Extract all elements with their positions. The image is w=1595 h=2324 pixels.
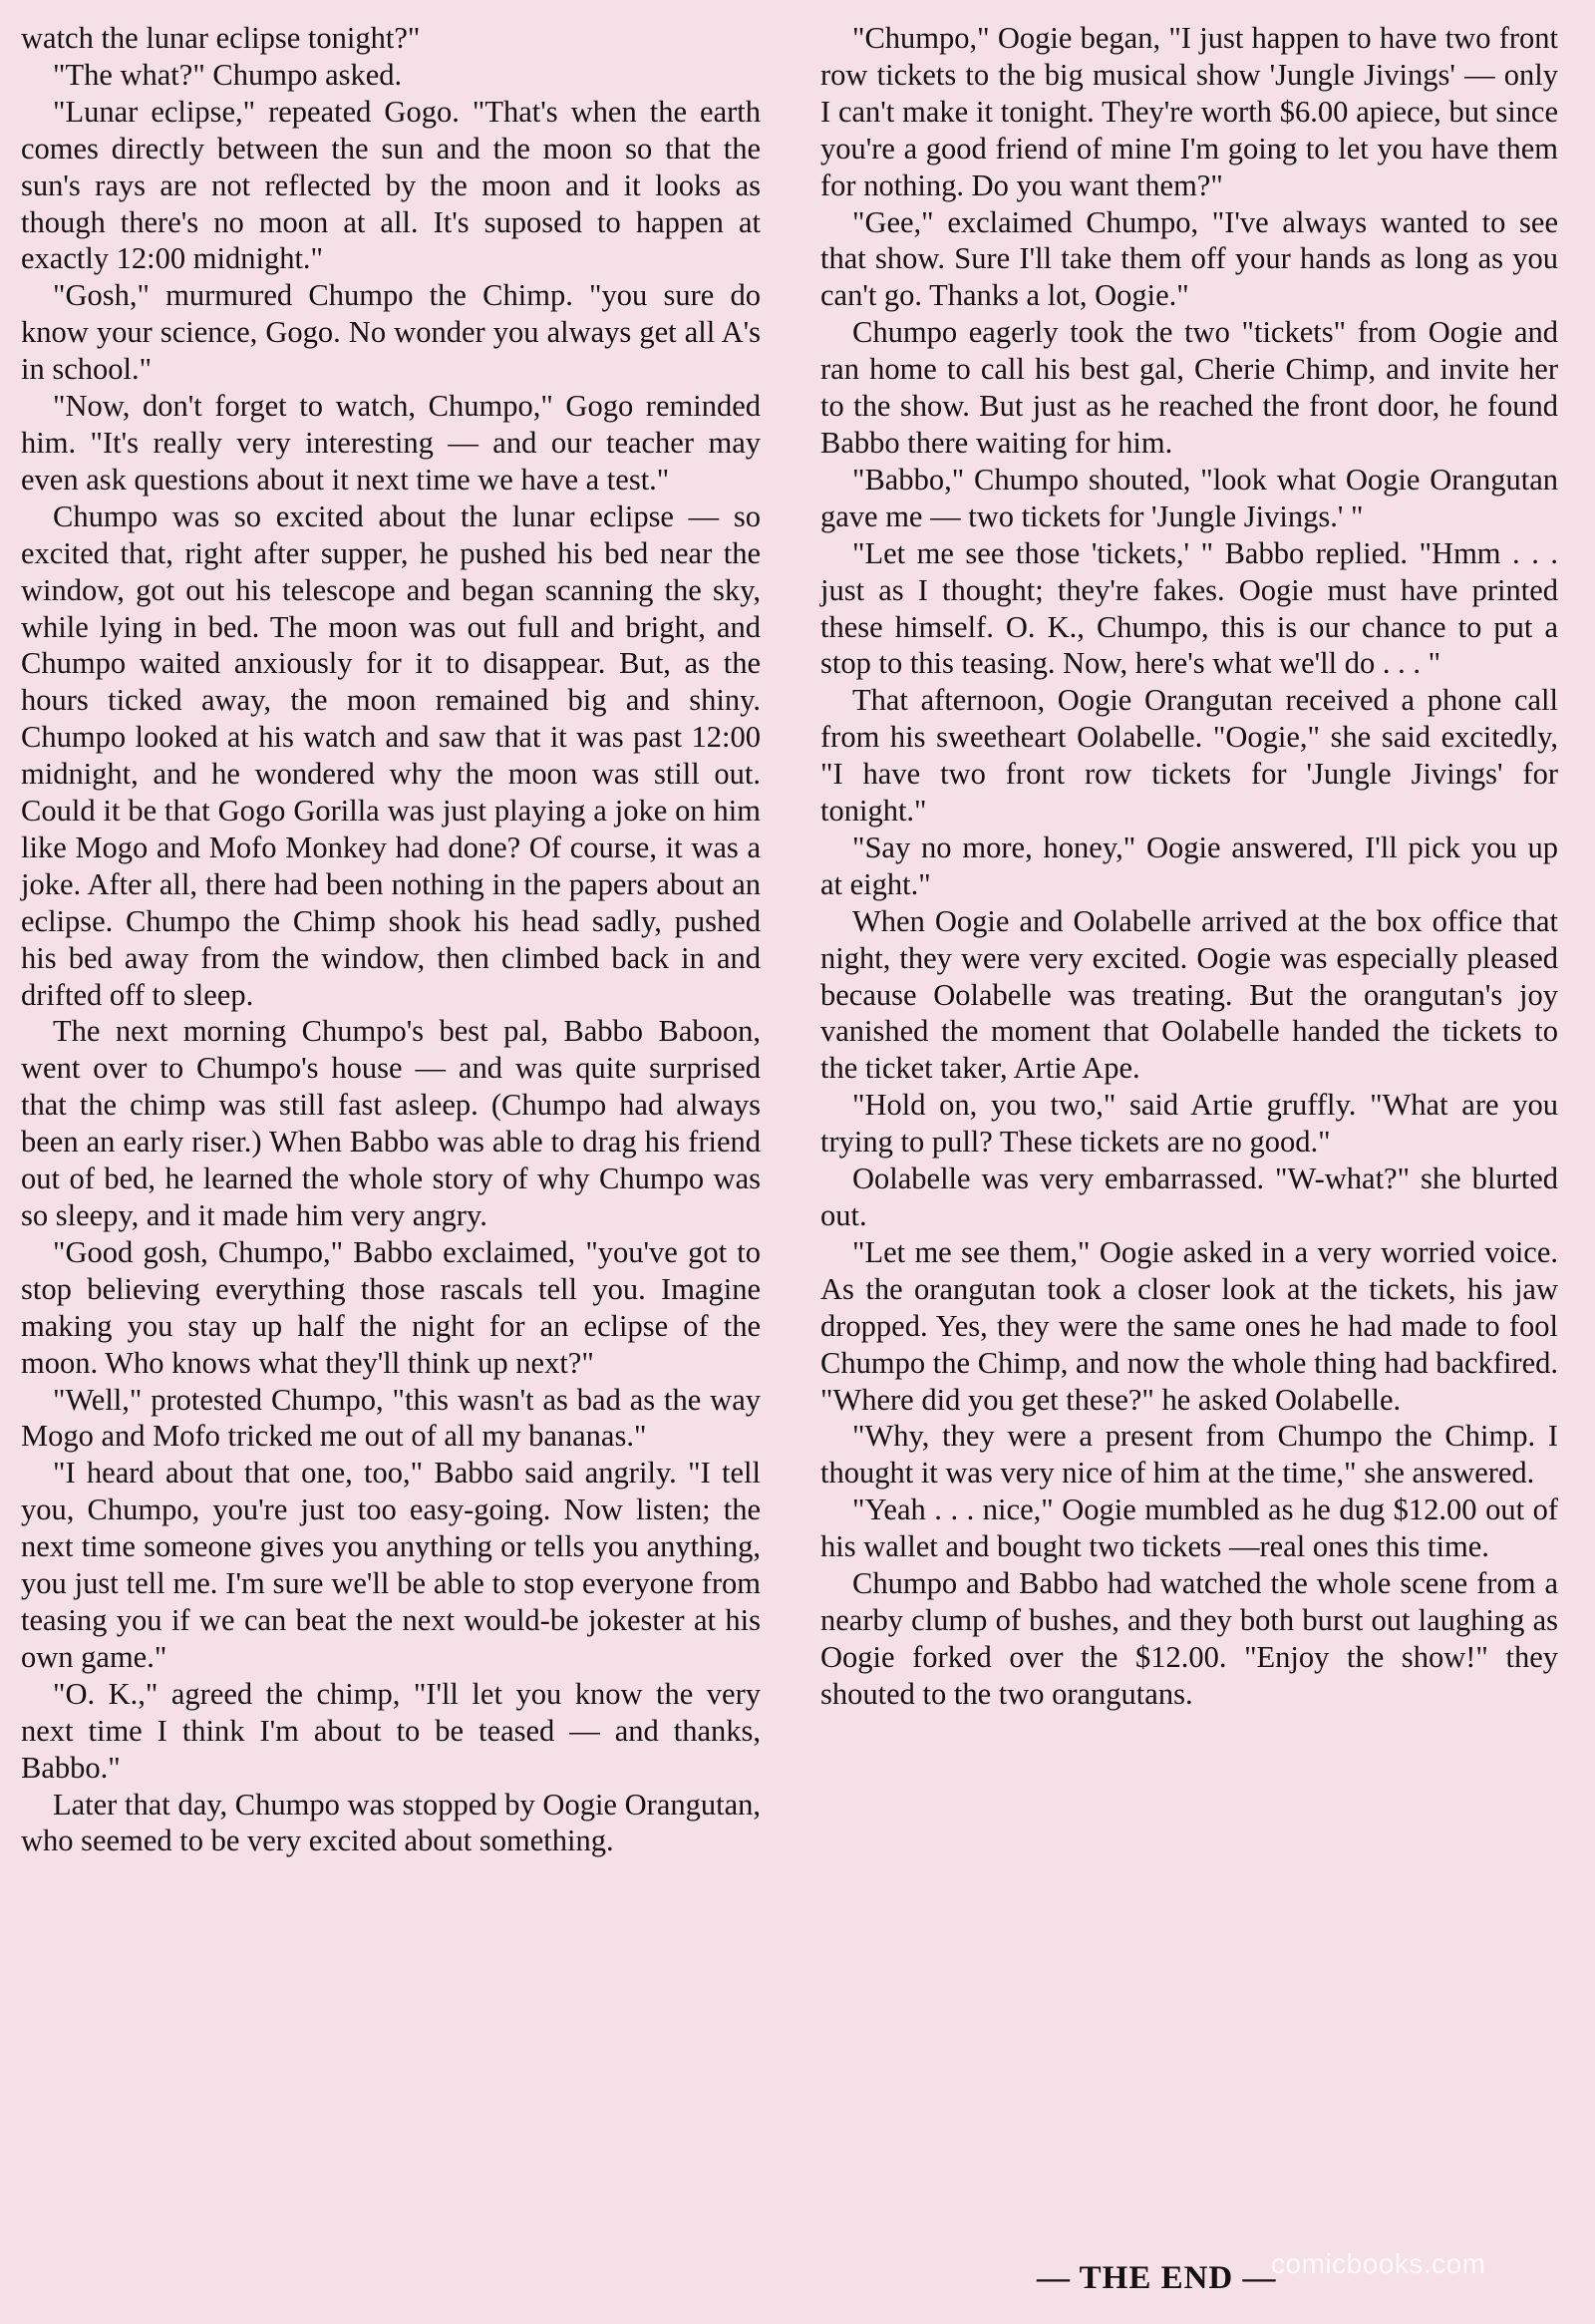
paragraph: "Babbo," Chumpo shouted, "look what Oogie Orangutan gave me — two tickets for 'Jungle Jivings.' ": [820, 462, 1558, 533]
left-text-column: [21, 20, 761, 1859]
paragraph: "Yeah . . . nice," Oogie mumbled as he dug $12.00 out of his wallet and bought two tickets —real ones this time.: [820, 1493, 1558, 1564]
paragraph: Chumpo was so excited about the lunar eclipse — so excited that, right after supper, he pushed his bed near the window, got out his telescope and began scanning the sky, while lying in bed. The moon was out full and bright, and Chumpo waited anxiously for it to disappear. But, as the hours ticked away, the moon remained big and shiny. Chumpo looked at his watch and saw that it was past 12:00 midnight, and he wondered why the moon was still out. Could it be that Gogo Gorilla was just playing a joke on him like Mogo and Mofo Monkey had done? Of course, it was a joke. After all, there had been nothing in the papers about an eclipse. Chumpo the Chimp shook his head sadly, pushed his bed away from the window, then climbed back in and drifted off to sleep.: [21, 498, 761, 1012]
paragraph: "Gee," exclaimed Chumpo, "I've always wanted to see that show. Sure I'll take them off your hands as long as you can't go. Thanks a lot, Oogie.": [820, 204, 1558, 313]
paragraph: "Say no more, honey," Oogie answered, I'll pick you up at eight.": [820, 830, 1558, 901]
paragraph: That afternoon, Oogie Orangutan received a phone call from his sweetheart Oolabelle. "Oogie," she said excitedly, "I have two front row tickets for 'Jungle Jivings' for tonight.": [820, 683, 1558, 829]
paragraph: The next morning Chumpo's best pal, Babbo Baboon, went over to Chumpo's house — and was quite surprised that the chimp was still fast asleep. (Chumpo had always been an early riser.) When Babbo was able to drag his friend out of bed, he learned the whole story of why Chumpo was so sleepy, and it made him very angry.: [21, 1014, 761, 1232]
paragraph: "The what?" Chumpo asked.: [53, 57, 403, 92]
paragraph: When Oogie and Oolabelle arrived at the box office that night, they were very excited. Oogie was especially pleased because Oolabelle was treating. But the orangutan's joy vanished the moment that Oolabelle handed the tickets to the ticket taker, Artie Ape.: [820, 903, 1558, 1086]
paragraph: "Gosh," murmured Chumpo the Chimp. "you sure do know your science, Gogo. No wonder you always get all A's in school.": [21, 278, 761, 387]
paragraph: "Well," protested Chumpo, "this wasn't as bad as the way Mogo and Mofo tricked me out of all my bananas.": [21, 1382, 761, 1454]
paragraph: "Now, don't forget to watch, Chumpo," Gogo reminded him. "It's really very interesting — and our teacher may even ask questions about it next time we have a test.": [21, 389, 761, 497]
paragraph: "Chumpo," Oogie began, "I just happen to have two front row tickets to the big musical show 'Jungle Jivings' — only I can't make it tonight. They're worth $6.00 apiece, but since you're a good friend of mine I'm going to let you have them for nothing. Do you want them?": [820, 21, 1558, 202]
paragraph: Chumpo and Babbo had watched the whole scene from a nearby clump of bushes, and they both burst out laughing as Oogie forked over the $12.00. "Enjoy the show!" they shouted to the two orangutans.: [820, 1566, 1558, 1711]
paragraph: Oolabelle was very embarrassed. "W-what?" she blurted out.: [820, 1162, 1558, 1232]
paragraph: "Good gosh, Chumpo," Babbo exclaimed, "you've got to stop believing everything those rascals tell you. Imagine making you stay up half the night for an eclipse of the moon. Who knows what they'll think up next?": [21, 1234, 761, 1380]
the-end-label: — THE END —: [1037, 2260, 1277, 2296]
paragraph: "Let me see them," Oogie asked in a very worried voice. As the orangutan took a closer look at the tickets, his jaw dropped. Yes, they were the same ones he had made to fool Chumpo the Chimp, and now the whole thing had backfired. "Where did you get these?" he asked Oolabelle.: [820, 1234, 1558, 1417]
paragraph: Chumpo eagerly took the two "tickets" from Oogie and ran home to call his best gal, Cherie Chimp, and invite her to the show. But just as he reached the front door, he found Babbo there waiting for him.: [820, 315, 1558, 460]
paragraph: "Let me see those 'tickets,' " Babbo replied. "Hmm . . . just as I thought; they're fakes. Oogie must have printed these himself. O. K., Chumpo, this is our chance to put a stop to this teasing. Now, here's what we'll do . . . ": [820, 535, 1558, 681]
paragraph: "Why, they were a present from Chumpo the Chimp. I thought it was very nice of him at the time," she answered.: [820, 1419, 1558, 1491]
watermark: comicbooks.com: [1271, 2248, 1486, 2279]
paragraph: Later that day, Chumpo was stopped by Oogie Orangutan, who seemed to be very excited about something.: [21, 1787, 761, 1858]
paragraph: "Lunar eclipse," repeated Gogo. "That's when the earth comes directly between the sun and the moon so that the sun's rays are not reflected by the moon and it looks as though there's no moon at all. It's suposed to happen at exactly 12:00 midnight.": [21, 94, 761, 276]
paragraph: watch the lunar eclipse tonight?": [21, 21, 421, 55]
paragraph: "O. K.," agreed the chimp, "I'll let you know the very next time I think I'm about to be teased — and thanks, Babbo.": [21, 1676, 761, 1785]
right-text-column: [820, 20, 1558, 1713]
paragraph: "Hold on, you two," said Artie gruffly. "What are you trying to pull? These tickets are no good.": [820, 1088, 1558, 1160]
paragraph: "I heard about that one, too," Babbo said angrily. "I tell you, Chumpo, you're just too easy-going. Now listen; the next time someone gives you anything or tells you anything, you just tell me. I'm sure we'll be able to stop everyone from teasing you if we can beat the next would-be jokester at his own game.": [21, 1456, 761, 1674]
